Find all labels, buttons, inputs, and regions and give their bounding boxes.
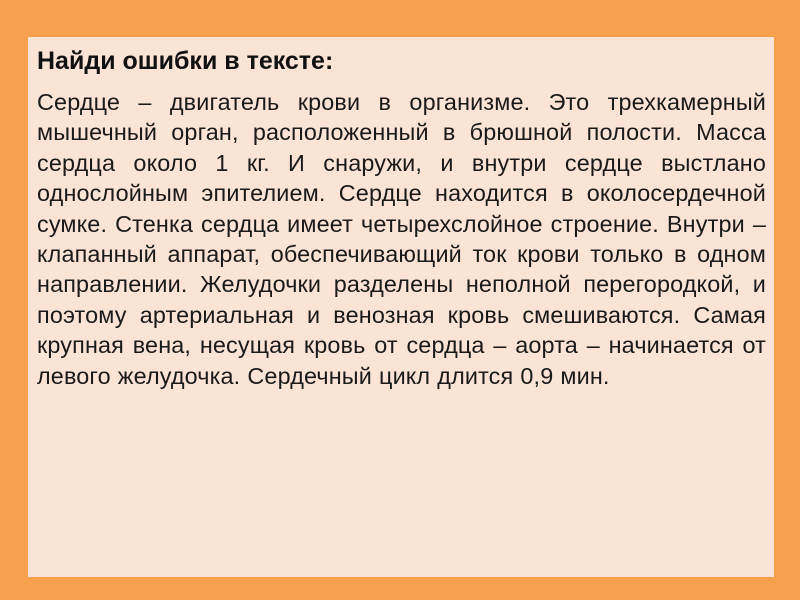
slide-title: Найди ошибки в тексте: <box>37 47 334 75</box>
slide-body-text: Сердце – двигатель крови в организме. Это трехкамерный мышечный орган, расположенный в брюшной полости. Масса сердца около 1 кг. И снаружи, и внутри сердце выстлано однослойным эпителием. Сердце находится в околосердечной сумке. Стенка сердца имеет четырехслойное строение. Внутри – клапанный аппарат, обеспечивающий ток крови только в одном направлении. Желудочки разделены неполной перегородкой, и поэтому артериальная и венозная кровь смешиваются. Самая крупная вена, несущая кровь от сердца – аорта – начинается от левого желудочка. Сердечный цикл длится 0,9 мин. <box>37 89 766 389</box>
slide-panel <box>28 37 774 577</box>
